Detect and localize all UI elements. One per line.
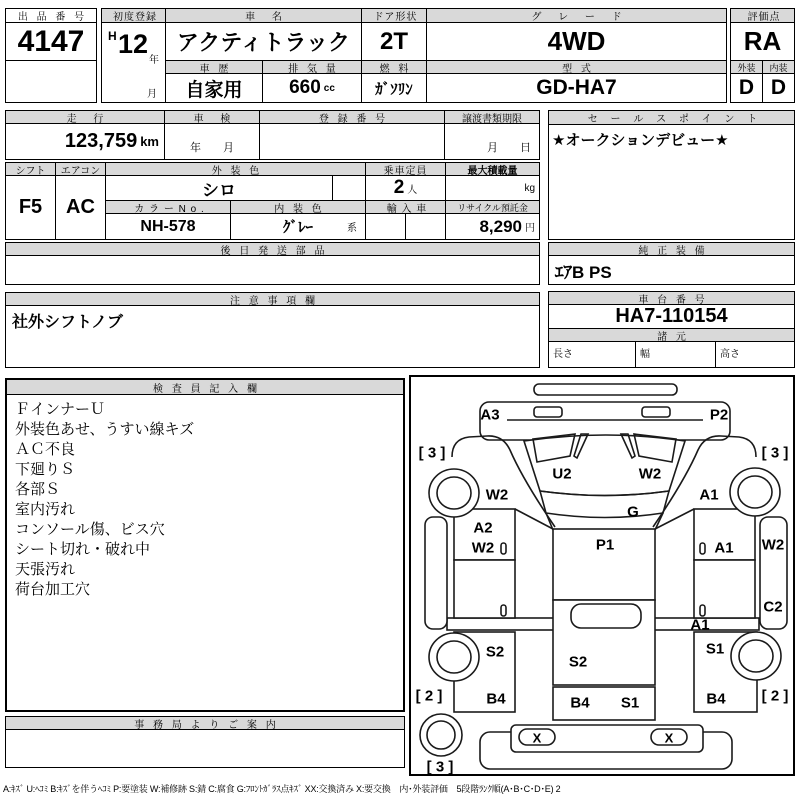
first-reg-year: 12 — [118, 29, 149, 59]
mileage-value: 123,759 — [64, 130, 138, 152]
displacement-unit: cc — [323, 82, 335, 94]
damage-code-label: A1 — [714, 539, 734, 557]
score-header: 評価点 — [730, 8, 795, 23]
inspection-value: 年 月 — [164, 123, 260, 160]
inspector-notes — [15, 400, 395, 600]
ext-color-extra — [332, 175, 366, 201]
fuel-header: 燃 料 — [361, 60, 427, 74]
recycle-unit: 円 — [525, 223, 535, 234]
side-strip-left — [425, 517, 447, 629]
damage-code-label: A3 — [480, 406, 500, 424]
int-color-suffix: 系 — [347, 223, 357, 234]
sales-point-header: セ ー ル ス ポ イ ン ト — [548, 110, 795, 125]
damage-code-label: W2 — [471, 539, 495, 557]
displacement — [262, 73, 362, 103]
inspector-note-line: 天張汚れ — [15, 561, 76, 578]
model-code: GD-HA7 — [426, 73, 727, 103]
recycle-fee-value: 8,290 — [479, 216, 522, 236]
grade-header: グ レ ー ド — [426, 8, 727, 23]
tailgate — [553, 687, 655, 720]
history: 自家用 — [165, 73, 263, 103]
inspector-header: 検 査 員 記 入 欄 — [7, 380, 403, 395]
damage-code-label: S1 — [620, 694, 640, 712]
fuel: ｶﾞｿﾘﾝ — [361, 73, 427, 103]
wheel-front-left — [429, 469, 479, 517]
auction-no-empty — [5, 60, 97, 103]
int-color — [230, 213, 366, 240]
max-load-unit: kg — [524, 182, 535, 194]
color-no: NH-578 — [105, 213, 231, 240]
max-load — [445, 175, 540, 201]
aircon-header: エアコン — [55, 162, 106, 176]
first-reg-month-suffix: 月 — [147, 89, 157, 100]
auction-no: 4147 — [5, 22, 97, 61]
spec-header: 諸 元 — [548, 328, 795, 342]
equipment-body: ｴｱB PS — [548, 255, 795, 285]
car-top-view-diagram — [411, 377, 793, 774]
exterior-header: 外装 — [730, 60, 763, 74]
damage-code-label: U2 — [552, 465, 572, 483]
inspector-note-line: 室内汚れ — [15, 501, 76, 518]
ext-color-header: 外 装 色 — [105, 162, 366, 176]
spec-height — [715, 341, 795, 368]
int-color-value: ｸﾞﾚｰ — [282, 219, 313, 236]
model-header: 型 式 — [426, 60, 727, 74]
first-reg-era: H — [108, 29, 117, 43]
damage-code-label: G — [627, 503, 639, 521]
inspector-note-line: ＡＣ不良 — [15, 441, 76, 458]
history-header: 車 歴 — [165, 60, 263, 74]
damage-code-label: A2 — [473, 519, 493, 537]
aircon: AC — [55, 175, 106, 240]
ext-color: シロ — [105, 175, 333, 201]
height-label: 高さ — [720, 349, 740, 360]
first-reg-cell — [101, 22, 166, 103]
inspector-note-line: シート切れ・破れ中 — [15, 541, 151, 558]
damage-diagram-box — [409, 375, 795, 776]
int-color-header: 内 装 色 — [230, 200, 366, 214]
damage-code-label: P2 — [709, 406, 729, 424]
spare-wheel — [420, 714, 462, 756]
auction-no-header: 出 品 番 号 — [5, 8, 97, 23]
transfer-header: 譲渡書類期限 — [444, 110, 540, 124]
chassis-no: HA7-110154 — [548, 304, 795, 329]
import-value-2 — [405, 213, 446, 240]
displacement-value: 660 — [289, 77, 321, 98]
inspector-note-line: 各部Ｓ — [15, 481, 61, 498]
transfer-value: 月 日 — [444, 123, 540, 160]
first-reg-year-suffix: 年 — [149, 55, 159, 66]
mileage-header: 走 行 — [5, 110, 165, 124]
door-header: ドア形状 — [361, 8, 427, 23]
damage-code-label: C2 — [763, 598, 783, 616]
damage-code-label: X — [532, 730, 542, 746]
chassis-no-header: 車 台 番 号 — [548, 291, 795, 305]
inspector-note-line: 下廻りＳ — [15, 461, 76, 478]
damage-code-label: [ 2 ] — [415, 687, 443, 705]
color-no-header: カ ラ ー N o . — [105, 200, 231, 214]
damage-code-label: B4 — [570, 694, 590, 712]
recycle-header: リサイクル預託金 — [445, 200, 540, 214]
import-header: 輸 入 車 — [365, 200, 446, 214]
reg-no-header: 登 録 番 号 — [259, 110, 445, 124]
spec-length — [548, 341, 636, 368]
legend-footer: A:ｷｽﾞ U:ﾍｺﾐ B:ｷｽﾞを伴うﾍｺﾐ P:要塗装 W:補修跡 S:錆 C:腐食 G:ﾌﾛﾝﾄｶﾞﾗｽ点ｷｽﾞ XX:交換済み X:要交換 内･外装評価 5段階ﾗﾝｸ順(A･B･C･D･E) 2 — [3, 784, 561, 794]
office-header: 事 務 局 よ り ご 案 内 — [5, 716, 405, 730]
shift: F5 — [5, 175, 56, 240]
width-label: 幅 — [640, 349, 650, 360]
office-body — [5, 729, 405, 768]
car-name: アクティトラック — [165, 22, 362, 61]
damage-code-label: S2 — [568, 653, 588, 671]
damage-code-label: X — [664, 730, 674, 746]
mileage-unit: km — [140, 134, 159, 149]
door-shape: 2T — [361, 22, 427, 61]
inspection-header: 車 検 — [164, 110, 260, 124]
later-parts-header: 後 日 発 送 部 品 — [5, 242, 540, 256]
damage-code-label: [ 3 ] — [426, 758, 454, 774]
max-load-header: 最大積載量 — [445, 162, 540, 176]
capacity-unit: 人 — [407, 184, 418, 196]
car-name-header: 車 名 — [165, 8, 362, 23]
notes-body: 社外シフトノブ — [5, 305, 540, 368]
capacity-value: 2 — [393, 177, 405, 198]
notes-header: 注 意 事 項 欄 — [5, 292, 540, 306]
inspector-note-line: コンソール傷、ビス穴 — [15, 521, 165, 538]
damage-code-label: B4 — [706, 690, 726, 708]
later-parts-body — [5, 255, 540, 285]
inspector-box — [5, 378, 405, 712]
spec-width — [635, 341, 716, 368]
interior-score: D — [762, 73, 795, 103]
damage-code-label: W2 — [638, 465, 662, 483]
mileage — [5, 123, 165, 160]
damage-code-label: W2 — [761, 536, 785, 554]
inspector-note-line: 荷台加工穴 — [15, 581, 91, 598]
shift-header: シフト — [5, 162, 56, 176]
damage-code-label: A1 — [699, 486, 719, 504]
damage-code-label: [ 3 ] — [761, 444, 789, 462]
damage-code-label: B4 — [486, 690, 506, 708]
score: RA — [730, 22, 795, 61]
rear-window — [571, 604, 641, 628]
rocker-right — [694, 560, 755, 618]
displacement-header: 排 気 量 — [262, 60, 362, 74]
damage-code-label: [ 3 ] — [418, 444, 446, 462]
first-reg-header: 初度登録 — [101, 8, 166, 23]
inspector-note-line: ＦインナーＵ — [15, 401, 106, 418]
capacity-header: 乗車定員 — [365, 162, 446, 176]
damage-code-label: P1 — [595, 536, 615, 554]
exterior-score: D — [730, 73, 763, 103]
capacity — [365, 175, 446, 201]
damage-code-label: S2 — [485, 643, 505, 661]
reg-no-value — [259, 123, 445, 160]
wheel-rear-right — [731, 632, 781, 680]
recycle-fee — [445, 213, 540, 240]
length-label: 長さ — [553, 349, 573, 360]
front-bumper — [534, 384, 677, 395]
sales-point-body: ★オークションデビュー★ — [548, 124, 795, 240]
inspector-note-line: 外装色あせ、うすい線キズ — [15, 421, 195, 438]
import-value — [365, 213, 406, 240]
damage-code-label: W2 — [485, 486, 509, 504]
interior-header: 内装 — [762, 60, 795, 74]
wheel-rear-left — [429, 633, 479, 681]
damage-code-label: [ 2 ] — [761, 687, 789, 705]
cowl — [540, 491, 669, 518]
damage-code-label: S1 — [705, 640, 725, 658]
equipment-header: 純 正 装 備 — [548, 242, 795, 256]
damage-code-label: A1 — [690, 616, 710, 634]
grade: 4WD — [426, 22, 727, 61]
wheel-front-right — [730, 468, 780, 516]
